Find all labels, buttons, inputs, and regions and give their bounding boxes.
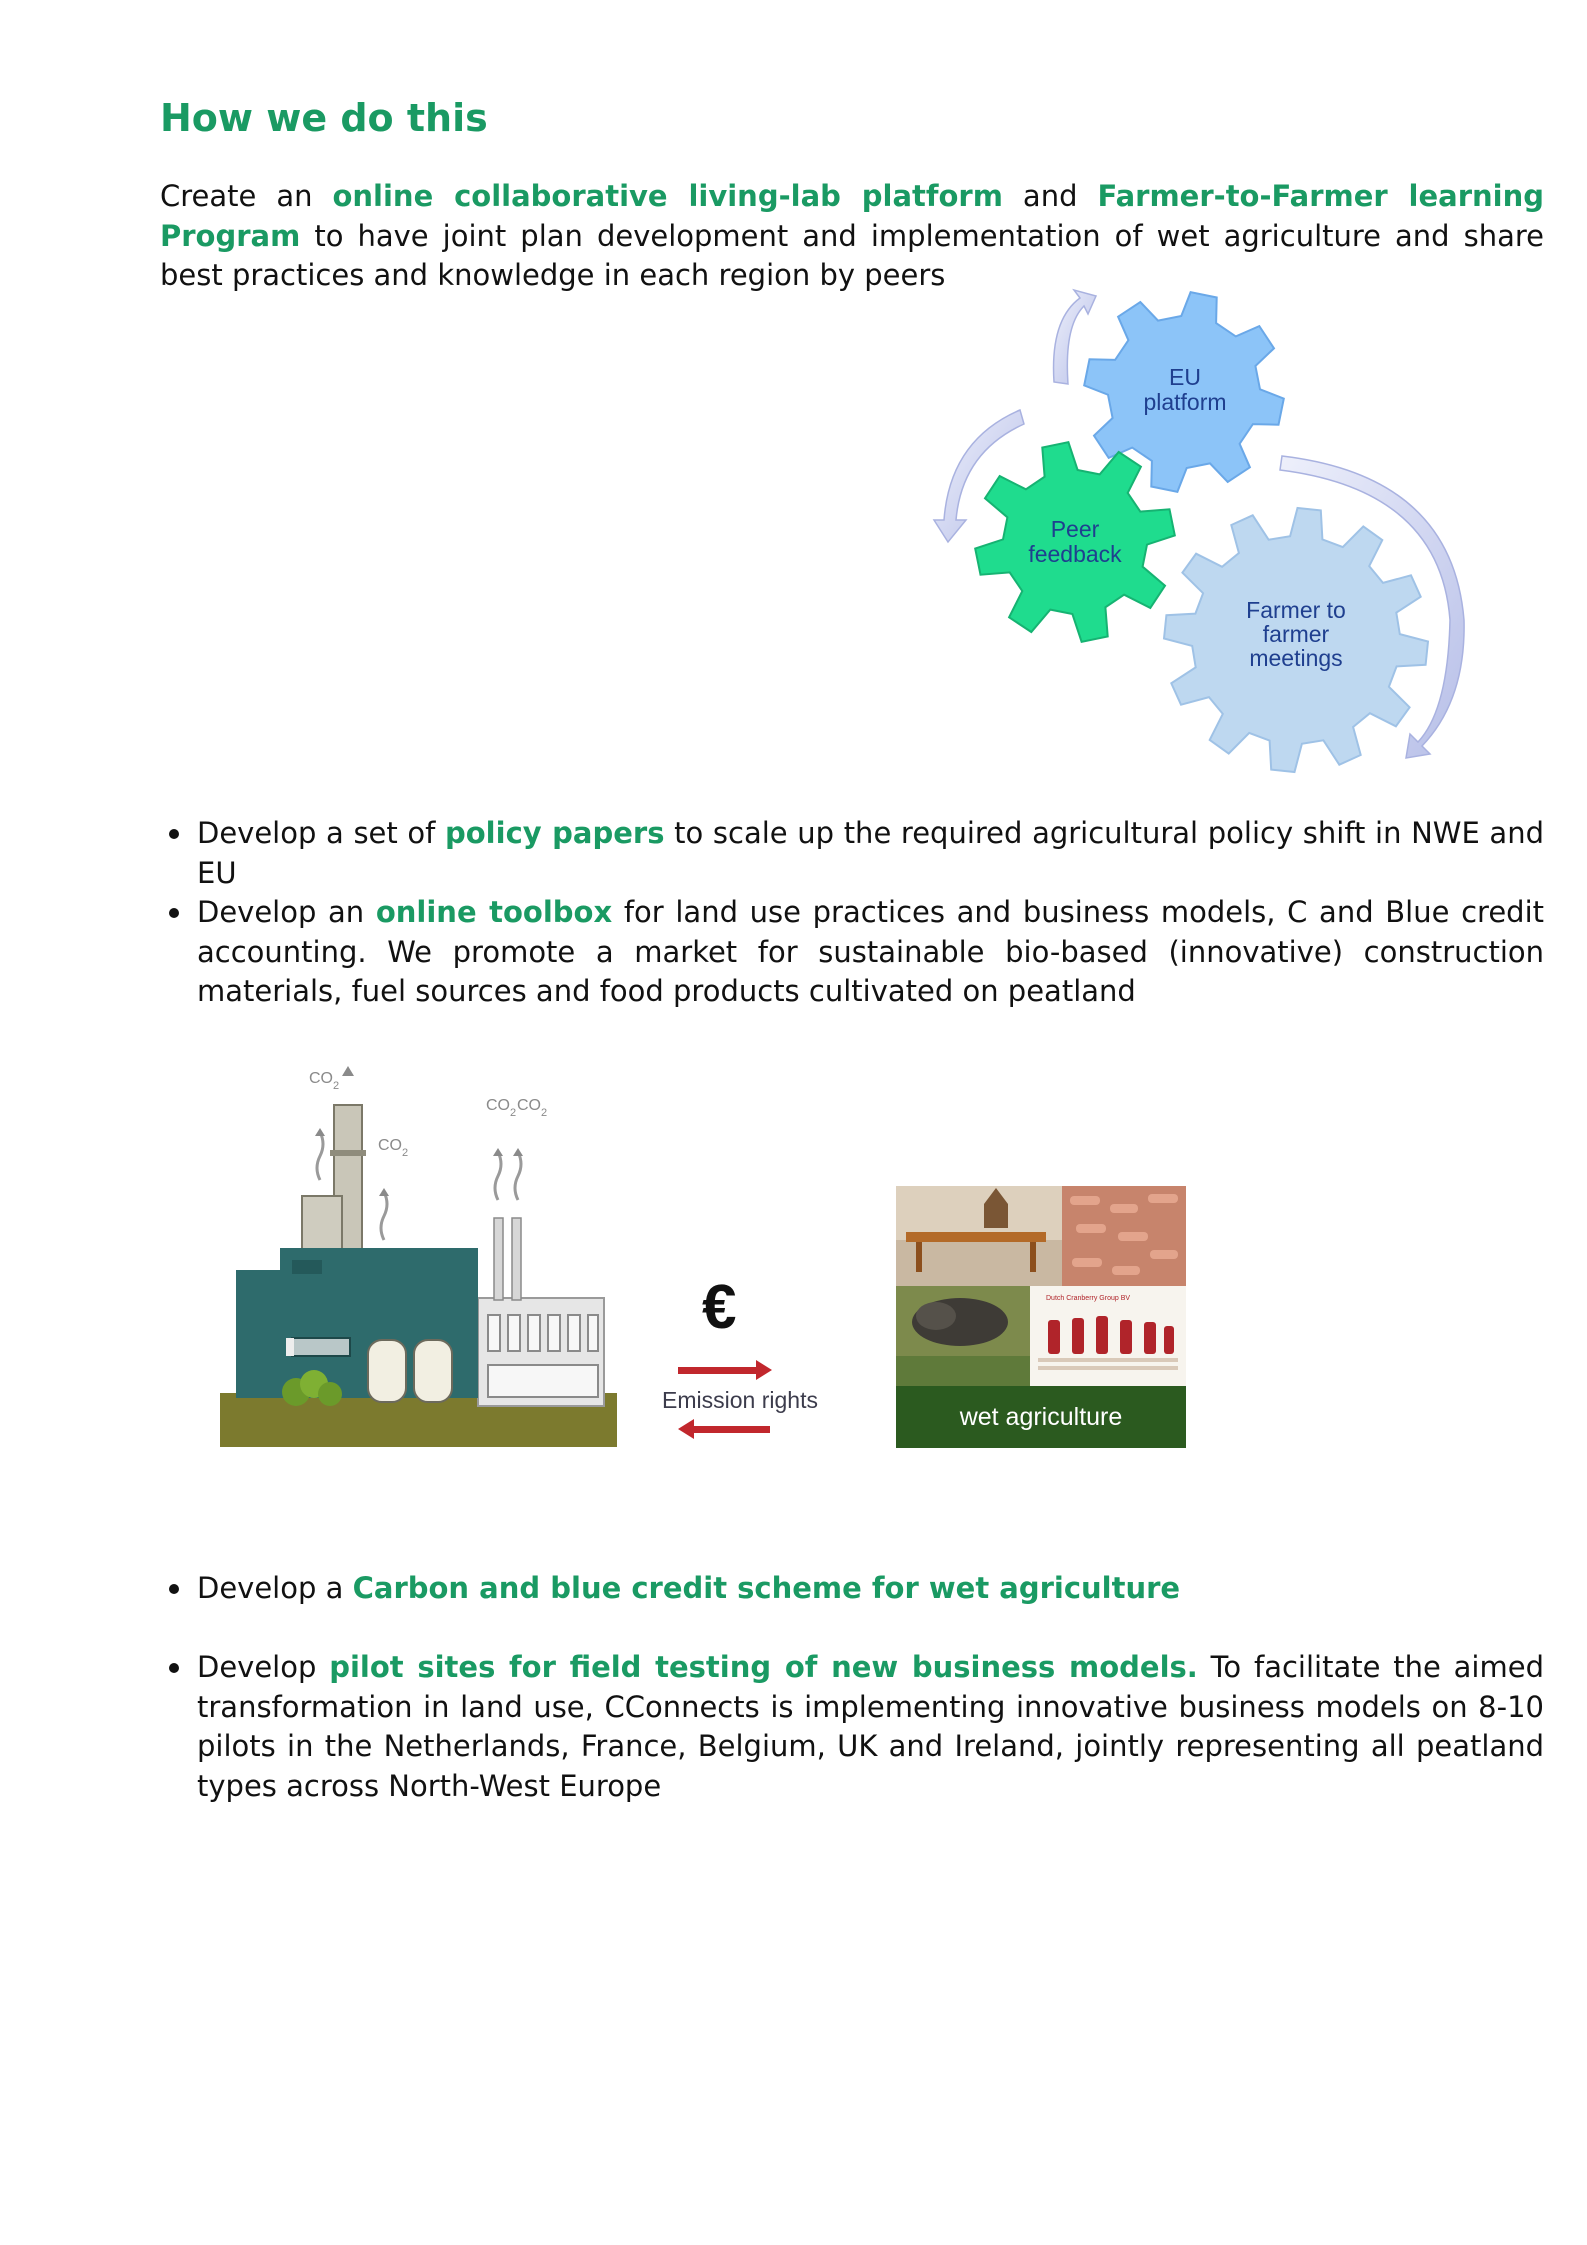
intro-text-post: to have joint plan development and implementation of wet agriculture and share best practices and knowledge in each region by peers — [160, 218, 1544, 292]
right-arrow — [678, 1360, 772, 1380]
page-heading: How we do this — [160, 96, 488, 140]
co2-label: CO — [309, 1070, 333, 1087]
bullet-marker — [169, 1663, 179, 1673]
co2-label: CO — [378, 1137, 402, 1154]
co2-subscript: 2 — [541, 1107, 548, 1119]
co2-subscript: 2 — [402, 1147, 409, 1159]
bullet-text-pre: Develop an — [197, 895, 376, 929]
wet-agriculture-label: wet agriculture — [959, 1403, 1123, 1431]
emission-rights-label: Emission rights — [662, 1387, 818, 1413]
left-arrow — [678, 1419, 770, 1439]
bullet-text-pre: Develop a — [197, 1571, 353, 1605]
bullet-text-post: to scale up the required agricultural policy shift in NWE and EU — [197, 816, 1544, 890]
intro-text-pre: Create an — [160, 179, 333, 213]
factory-tank-2 — [414, 1340, 452, 1402]
co2-label: CO — [486, 1097, 510, 1114]
gear-peer-label-1: Peer — [1050, 516, 1100, 542]
bullet-text-post: To facilitate the aimed transformation in land use, CConnects is implementing innovative business models on 8-10 pilots in the Netherlands, France, Belgium, UK and Ireland, jointly representing all peatland types across North-West Europe — [197, 1650, 1544, 1803]
intro-text-mid: and — [1002, 179, 1098, 213]
factory-tank-1 — [368, 1340, 406, 1402]
co2-subscript: 2 — [333, 1080, 340, 1092]
gear-eu-label-2: platform — [1143, 389, 1227, 415]
gear-farmer-label-2: farmer — [1262, 621, 1330, 647]
gear-farmer-label-3: meetings — [1249, 645, 1343, 671]
intro-highlight-platform: online collaborative living-lab platform — [332, 179, 1003, 213]
gear-peer-label-2: feedback — [1028, 541, 1122, 567]
co2-subscript: 2 — [510, 1107, 517, 1119]
euro-sign: € — [702, 1273, 737, 1342]
gear-farmer-label-1: Farmer to — [1246, 597, 1346, 623]
intro-highlight-program: Farmer-to-Farmer learning Program — [160, 179, 1545, 253]
bullet-marker — [169, 1584, 179, 1594]
bullet-text-post: for land use practices and business models, C and Blue credit accounting. We promote a market for sustainable bio-based (innovative) construction materials, fuel sources and food products cultivated on peatland — [197, 895, 1544, 1008]
chimney-thin-1 — [494, 1218, 503, 1300]
co2-label: CO — [517, 1097, 541, 1114]
bullet-highlight: pilot sites for field testing of new business models. — [329, 1650, 1198, 1684]
chimney-thin-2 — [512, 1218, 521, 1300]
wet-agriculture-collage — [896, 1186, 1186, 1448]
bullet-credit-scheme — [197, 1569, 1544, 1609]
bullet-text-pre: Develop a set of — [197, 816, 445, 850]
bullet-text-pre: Develop — [197, 1650, 330, 1684]
bullet-pilot-sites — [197, 1648, 1544, 1806]
gear-eu-label-1: EU — [1169, 364, 1201, 390]
photo-brand-text: Dutch Cranberry Group BV — [1046, 1295, 1131, 1302]
bullet-highlight: policy papers — [445, 816, 665, 850]
factory-main-building — [236, 1270, 280, 1398]
bullet-highlight: online toolbox — [375, 895, 613, 929]
bullet-highlight: Carbon and blue credit scheme for wet agriculture — [352, 1571, 1181, 1605]
